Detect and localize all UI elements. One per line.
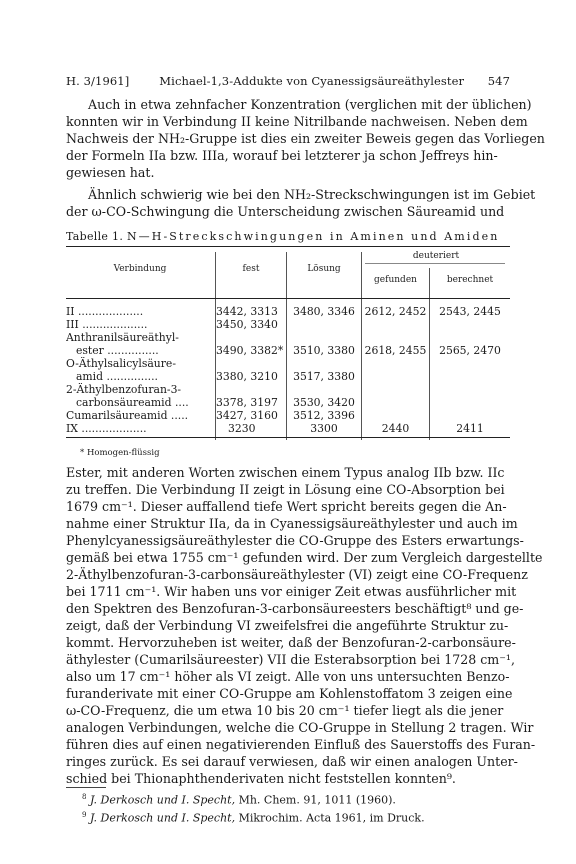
text-line: 1679 cm⁻¹. Dieser auffallend tiefe Wert spricht bereits gegen die An- [66, 499, 507, 514]
text-line: kommt. Hervorzuheben ist weiter, daß der Benzofuran-2-carbonsäure- [66, 635, 516, 650]
text-line: schied bei Thionaphthenderivaten nicht feststellen konnten⁹. [66, 771, 456, 786]
table-caption [66, 230, 510, 243]
footnote-citation: Mikrochim. Acta 1961, im Druck. [235, 811, 425, 825]
table-row: III ................... 3450, 3340 [66, 318, 278, 331]
table-top-rule [66, 246, 510, 247]
deuterated-subrule [365, 263, 505, 264]
table-row: Anthranilsäureäthyl- [66, 331, 179, 344]
text-line: Ähnlich schwierig wie bei den NH₂-Streckschwingungen ist im Gebiet [88, 187, 536, 202]
text-line: furanderivate mit einer CO-Gruppe am Kohlenstoffatom 3 zeigen eine [66, 686, 513, 701]
text-line: ω-CO-Frequenz, die um etwa 10 bis 20 cm⁻¹ tiefer liegt als die jener [66, 703, 504, 718]
table-row: ester ............... 3490, 3382* 3510, 3380 2618, 2455 2565, 2470 [76, 344, 501, 357]
text-line: gemäß bei etwa 1755 cm⁻¹ gefunden wird. Der zum Vergleich dargestellte [66, 550, 543, 565]
table-row: II ................... 3442, 3313 3480, 3346 2612, 2452 2543, 2445 [66, 305, 501, 318]
table-title: N—H-Streckschwingungen in Aminen und Amiden [126, 230, 500, 243]
header-solid: fest [242, 264, 260, 274]
header-deuterated: deuteriert [412, 251, 460, 261]
page-number: 547 [487, 74, 510, 88]
text-line: nahme einer Struktur IIa, da in Cyanessigsäureäthylester und auch im [66, 516, 518, 531]
footnotes [82, 790, 510, 825]
text-line: der Formeln IIa bzw. IIIa, worauf bei letzterer ja schon Jeffreys hin- [66, 148, 498, 163]
text-line: 2-Äthylbenzofuran-3-carbonsäureäthylester (VI) zeigt eine CO-Frequenz [66, 567, 528, 582]
text-line: zeigt, daß der Verbindung VI zweifelsfrei die angeführte Struktur zu- [66, 618, 509, 633]
paragraph-2 [66, 186, 536, 220]
text-line: Ester, mit anderen Worten zwischen einem Typus analog IIb bzw. IIc [66, 465, 505, 480]
footnote-8: $^8$ J. Derkosch und I. Specht, Mh. Chem. 91, 1011 (1960). [82, 793, 396, 807]
footnote-authors: J. Derkosch und I. Specht, [89, 811, 236, 825]
header-compound: Verbindung [113, 264, 167, 274]
footnote-rule [66, 787, 106, 788]
footnote-authors: J. Derkosch und I. Specht, [89, 793, 236, 807]
header-solution: Lösung [307, 264, 341, 274]
table-footnote: * Homogen-flüssig [80, 448, 160, 458]
text-line: Auch in etwa zehnfacher Konzentration (verglichen mit der üblichen) [88, 97, 532, 112]
text-line: also um 17 cm⁻¹ höher als VI zeigt. Alle von uns untersuchten Benzo- [66, 669, 510, 684]
table-header-rule [66, 298, 510, 299]
table-row: O-Äthylsalicylsäure- [66, 357, 176, 370]
paragraph-3 [66, 464, 543, 787]
header-found: gefunden [374, 275, 417, 285]
footnote-citation: Mh. Chem. 91, 1011 (1960). [235, 793, 396, 807]
issue-label: H. 3/1961] [66, 74, 130, 88]
table-row: 2-Äthylbenzofuran-3- [66, 383, 182, 396]
table-bottom-rule [66, 437, 510, 438]
table-row: IX ................... 3230 3300 2440 2411 [66, 422, 484, 435]
text-line: Phenylcyanessigsäureäthylester die CO-Gruppe des Esters erwartungs- [66, 533, 524, 548]
footnote-9: $^9$ J. Derkosch und I. Specht, Mikrochim. Acta 1961, im Druck. [82, 810, 425, 825]
text-line: zu treffen. Die Verbindung II zeigt in Lösung eine CO-Absorption bei [66, 482, 505, 497]
text-line: äthylester (Cumarilsäureester) VII die Esterabsorption bei 1728 cm⁻¹, [66, 652, 515, 667]
text-line: Nachweis der NH₂-Gruppe ist dies ein zweiter Beweis gegen das Vorliegen [66, 131, 545, 146]
text-line: den Spektren des Benzofuran-3-carbonsäureesters beschäftigt⁸ und ge- [66, 601, 524, 616]
text-line: ringes zurück. Es sei darauf verwiesen, daß wir einen analogen Unter- [66, 754, 518, 769]
paragraph-1 [66, 96, 545, 181]
table-row: Cumarilsäureamid ..... 3427, 3160 3512, 3396 [66, 409, 355, 422]
table-row: carbonsäureamid .... 3378, 3197 3530, 3420 [76, 396, 355, 409]
header-calculated: berechnet [446, 275, 494, 285]
text-line: gewiesen hat. [66, 165, 155, 180]
text-line: konnten wir in Verbindung II keine Nitrilbande nachweisen. Neben dem [66, 114, 528, 129]
text-line: analogen Verbindungen, welche die CO-Gruppe in Stellung 2 tragen. Wir [66, 720, 534, 735]
running-head [66, 74, 510, 88]
running-title: Michael-1,3-Addukte von Cyanessigsäureäthylester [159, 74, 465, 88]
table-row: amid ............... 3380, 3210 3517, 3380 [76, 370, 355, 383]
table-number: Tabelle 1. [66, 230, 124, 243]
text-line: der ω-CO-Schwingung die Unterscheidung zwischen Säureamid und [66, 204, 505, 219]
text-line: führen dies auf einen negativierenden Einfluß des Sauerstoffs des Furan- [66, 737, 536, 752]
text-line: bei 1711 cm⁻¹. Wir haben uns vor einiger Zeit etwas ausführlicher mit [66, 584, 517, 599]
